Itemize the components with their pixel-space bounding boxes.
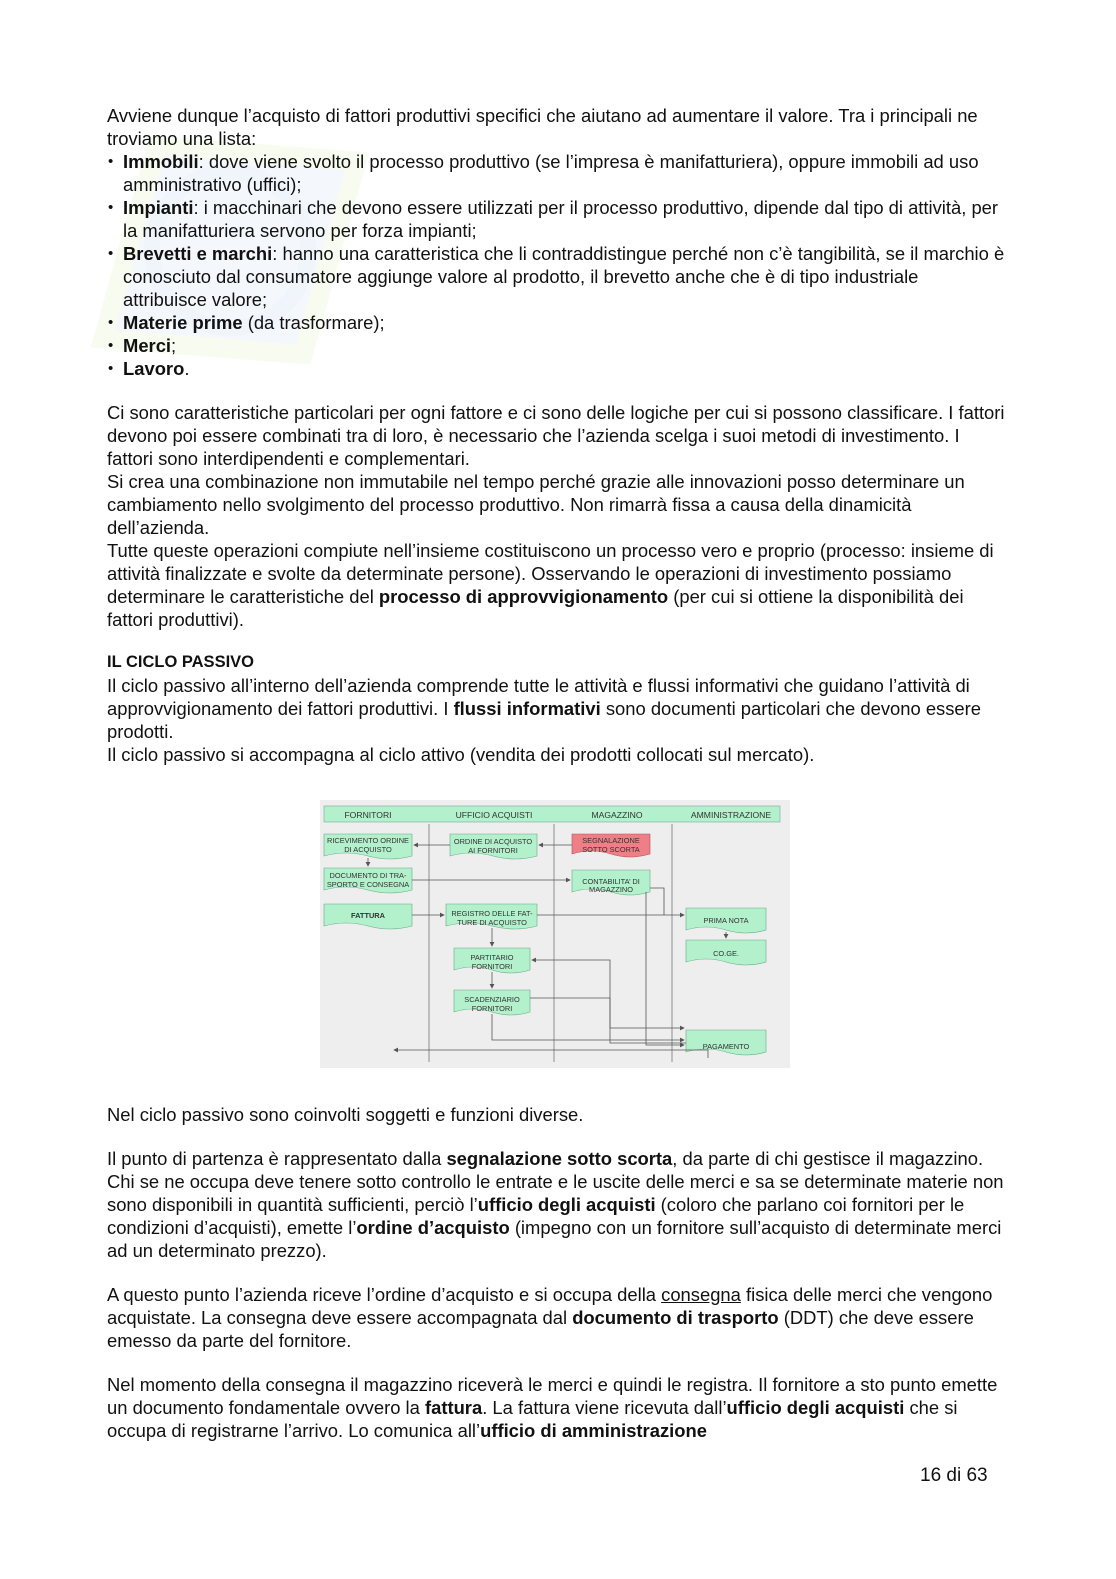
factor-desc: . xyxy=(184,358,190,379)
box-text: FATTURA xyxy=(351,911,385,920)
box-text: PARTITARIO xyxy=(470,953,514,962)
header-magazzino: MAGAZZINO xyxy=(591,810,643,820)
header-fornitori: FORNITORI xyxy=(344,810,392,820)
factor-term: Brevetti e marchi xyxy=(123,243,273,264)
box-text: FORNITORI xyxy=(471,962,513,971)
box-text: SPORTO E CONSEGNA xyxy=(326,880,410,889)
document-body xyxy=(107,104,1007,766)
document-body-continued xyxy=(107,1103,1007,1442)
flowchart xyxy=(320,800,790,1068)
box-text: PRIMA NOTA xyxy=(703,916,749,925)
box-text: SOTTO SCORTA xyxy=(582,845,640,854)
list-item xyxy=(107,311,1007,334)
factor-desc: : i macchinari che devono essere utilizzati per il processo produttivo, dipende dal tipo di attività, per la manifatturiera servono per forza impianti; xyxy=(123,197,999,241)
list-item xyxy=(107,196,1007,242)
paragraph-ciclo-attivo: Il ciclo passivo si accompagna al ciclo attivo (vendita dei prodotti collocati sul mercato). xyxy=(107,744,815,765)
paragraph-combination-change: Si crea una combinazione non immutabile nel tempo perché grazie alle innovazioni posso determinare un cambiamento nello svolgimento del processo produttivo. Non rimarrà fissa a causa della dinamicità dell’azienda. xyxy=(107,471,965,538)
header-amministrazione: AMMINISTRAZIONE xyxy=(690,810,772,820)
paragraph-consegna: A questo punto l’azienda riceve l’ordine d’acquisto e si occupa della consegna fisica delle merci che vengono acquistate. La consegna deve essere accompagnata dal documento di trasporto (DDT) che deve essere emesso da parte del fornitore. xyxy=(107,1284,993,1351)
page-number: 16 di 63 xyxy=(920,1465,988,1486)
list-item xyxy=(107,334,1007,357)
factor-term: Impianti xyxy=(123,197,194,218)
factor-term: Merci xyxy=(123,335,172,356)
box-text: SCADENZIARIO xyxy=(464,995,520,1004)
box-text: ORDINE DI ACQUISTO xyxy=(453,837,533,846)
box-text: PAGAMENTO xyxy=(702,1042,750,1051)
paragraph-fattura: Nel momento della consegna il magazzino riceverà le merci e quindi le registra. Il fornitore a sto punto emette un documento fondamentale ovvero la fattura. La fattura viene ricevuta dall’ufficio degli acquisti che si occupa di registrarne l’arrivo. Lo comunica all’ufficio di amministrazione xyxy=(107,1374,998,1441)
factor-term: Materie prime xyxy=(123,312,243,333)
box-text: SEGNALAZIONE xyxy=(582,836,640,845)
paragraph-punto-partenza: Il punto di partenza è rappresentato dalla segnalazione sotto scorta, da parte di chi gestisce il magazzino. Chi se ne occupa deve tenere sotto controllo le entrate e le uscite delle merci e sa se determinate materie non sono disponibili in quantità sufficienti, perciò l’ufficio degli acquisti (coloro che parlano coi fornitori per le condizioni d’acquisti), emette l’ordine d’acquisto (impegno con un fornitore sull’acquisto di determinate merci ad un determinato prezzo). xyxy=(107,1148,1004,1261)
header-ufficio-acquisti: UFFICIO ACQUISTI xyxy=(455,810,533,820)
factor-desc: : hanno una caratteristica che li contraddistingue perché non c’è tangibilità, se il marchio è conosciuto dal consumatore aggiunge valore al prodotto, il brevetto anche che è di tipo industriale attribuisce valore; xyxy=(123,243,1005,310)
paragraph-soggetti: Nel ciclo passivo sono coinvolti soggetti e funzioni diverse. xyxy=(107,1104,584,1125)
intro-paragraph: Avviene dunque l’acquisto di fattori produttivi specifici che aiutano ad aumentare il valore. Tra i principali ne troviamo una lista: xyxy=(107,105,978,149)
box-text: REGISTRO DELLE FAT- xyxy=(451,909,533,918)
paragraph-factors-combination: Ci sono caratteristiche particolari per ogni fattore e ci sono delle logiche per cui si possono classificare. I fattori devono poi essere combinati tra di loro, è necessario che l’azienda scelga i suoi metodi di investimento. I fattori sono interdipendenti e complementari. xyxy=(107,402,1005,469)
factor-desc: : dove viene svolto il processo produttivo (se l’impresa è manifatturiera), oppure immobili ad uso amministrativo (uffici); xyxy=(123,151,979,195)
box-text: DOCUMENTO DI TRA- xyxy=(329,871,407,880)
factor-desc: (da trasformare); xyxy=(242,312,385,333)
box-text: MAGAZZINO xyxy=(589,885,633,894)
factor-desc: ; xyxy=(171,335,177,356)
factors-list xyxy=(107,150,1007,380)
factor-term: Immobili xyxy=(123,151,199,172)
box-text: TURE DI ACQUISTO xyxy=(457,918,527,927)
list-item xyxy=(107,242,1007,311)
section-title: IL CICLO PASSIVO xyxy=(107,653,254,671)
list-item xyxy=(107,357,1007,380)
box-text: CO.GE. xyxy=(713,949,739,958)
box-text: CONTABILITA’ DI xyxy=(582,877,640,886)
box-text: FORNITORI xyxy=(471,1004,513,1013)
box-text: DI ACQUISTO xyxy=(344,845,392,854)
box-text: RICEVIMENTO ORDINE xyxy=(327,836,409,845)
factor-term: Lavoro xyxy=(123,358,185,379)
ciclo-passivo-diagram xyxy=(320,800,790,1068)
paragraph-process: Tutte queste operazioni compiute nell’insieme costituiscono un processo vero e proprio (processo: insieme di attività finalizzate e svolte da determinate persone). Osservando le operazioni di investimento possiamo determinare le caratteristiche del processo di approvvigionamento (per cui si ottiene la disponibilità dei fattori produttivi). xyxy=(107,540,994,630)
box-text: AI FORNITORI xyxy=(468,846,518,855)
list-item xyxy=(107,150,1007,196)
paragraph-ciclo-passivo: Il ciclo passivo all’interno dell’azienda comprende tutte le attività e flussi informativi che guidano l’attività di approvvigionamento dei fattori produttivi. I flussi informativi sono documenti particolari che devono essere prodotti. xyxy=(107,675,982,742)
